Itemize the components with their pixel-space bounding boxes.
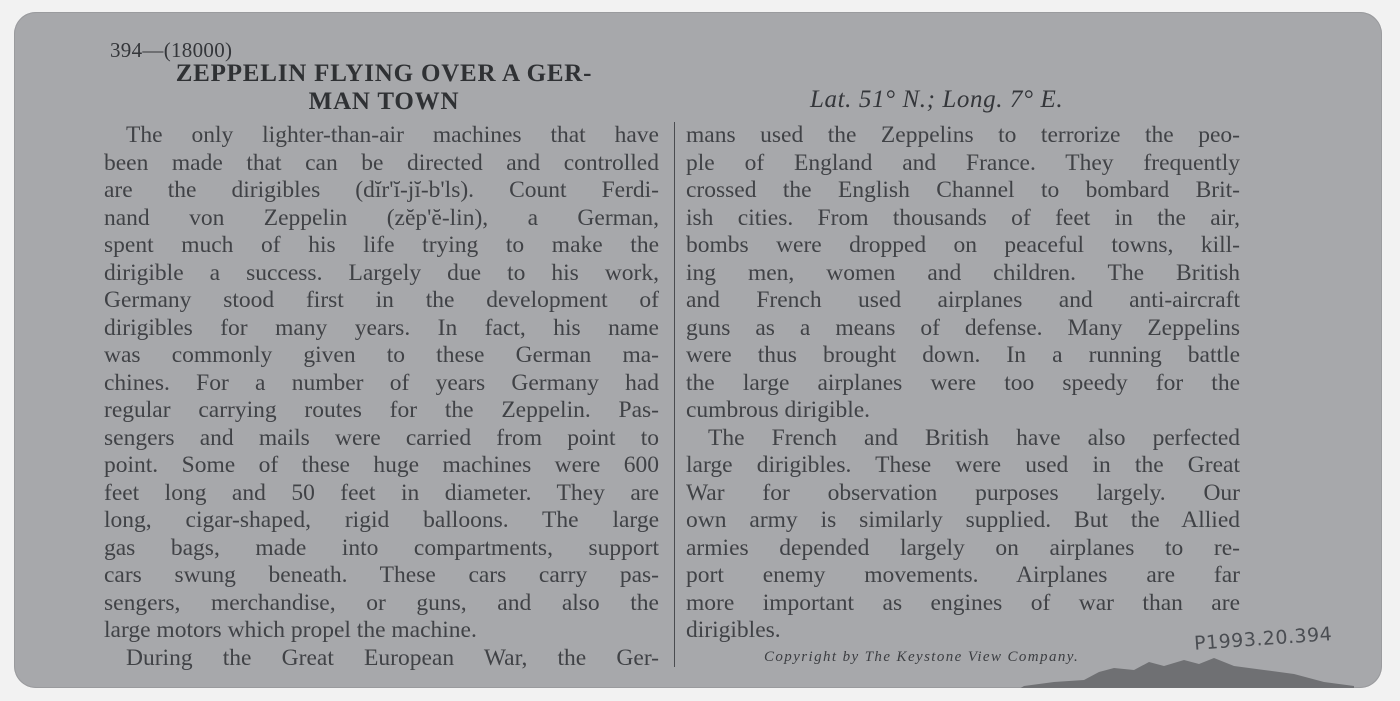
text-line: cumbrous dirigible.	[686, 397, 871, 423]
text-line: were thus brought down. In a running battle	[686, 342, 1240, 368]
right-text-column	[686, 122, 1240, 645]
text-line: gas bags, made into compartments, support	[104, 534, 659, 561]
text-line: The French and British have also perfected	[708, 424, 1240, 451]
text-line: ing men, women and children. The British	[686, 259, 1240, 286]
text-line: spent much of his life trying to make the	[104, 232, 659, 258]
card-title-line-1: ZEPPELIN FLYING OVER A GER-	[175, 60, 593, 87]
text-line: dirigibles for many years. In fact, his name	[104, 314, 659, 341]
stereograph-card-back	[14, 12, 1382, 688]
text-line: bombs were dropped on peaceful towns, kill-	[686, 232, 1240, 258]
text-line: and French used airplanes and anti-aircraft	[686, 287, 1240, 313]
text-line: sengers, merchandise, or guns, and also the	[104, 589, 659, 616]
text-line: War for observation purposes largely. Our	[686, 479, 1240, 506]
text-line: cars swung beneath. These cars carry pas-	[104, 562, 659, 588]
text-line: During the Great European War, the Ger-	[126, 644, 659, 671]
text-line: long, cigar-shaped, rigid balloons. The large	[104, 507, 659, 533]
card-title-line-2: MAN TOWN	[308, 88, 460, 115]
text-line: crossed the English Channel to bombard Brit-	[686, 177, 1240, 203]
left-text-column	[104, 122, 659, 672]
text-line: ish cities. From thousands of feet in the air,	[686, 204, 1240, 231]
text-line: nand von Zeppelin (zĕp'ĕ-lin), a German,	[104, 204, 659, 231]
text-line: dirigible a success. Largely due to his work,	[104, 259, 659, 286]
text-line: are the dirigibles (dĭr'ĭ-jĭ-b'ls). Count Ferdi-	[104, 177, 659, 203]
text-line: mans used the Zeppelins to terrorize the peo-	[686, 122, 1240, 148]
copyright-notice: Copyright by The Keystone View Company.	[764, 649, 1080, 665]
text-line: guns as a means of defense. Many Zeppelins	[686, 314, 1240, 341]
text-line: sengers and mails were carried from point to	[104, 424, 659, 451]
text-line: chines. For a number of years Germany had	[104, 369, 659, 396]
text-line: large dirigibles. These were used in the Great	[686, 452, 1240, 478]
card-title	[114, 60, 654, 116]
text-line: regular carrying routes for the Zeppelin. Pas-	[104, 397, 659, 423]
text-line: ple of England and France. They frequently	[686, 149, 1240, 176]
text-line: port enemy movements. Airplanes are far	[686, 562, 1240, 588]
text-line: was commonly given to these German ma-	[104, 342, 659, 368]
text-line: dirigibles.	[686, 617, 781, 643]
text-line: more important as engines of war than are	[686, 589, 1240, 616]
location-coordinates: Lat. 51° N.; Long. 7° E.	[810, 86, 1064, 113]
catalog-number: P1993.20.394	[1193, 623, 1333, 655]
text-line: armies depended largely on airplanes to re-	[686, 534, 1240, 561]
text-line: The only lighter-than-air machines that have	[126, 122, 659, 148]
column-divider	[674, 122, 675, 667]
text-line: point. Some of these huge machines were 600	[104, 452, 659, 478]
text-line: large motors which propel the machine.	[104, 617, 477, 643]
text-line: been made that can be directed and controlled	[104, 149, 659, 176]
text-line: own army is similarly supplied. But the Allied	[686, 507, 1240, 533]
text-line: feet long and 50 feet in diameter. They are	[104, 479, 659, 506]
text-line: Germany stood first in the development of	[104, 287, 659, 313]
text-line: the large airplanes were too speedy for the	[686, 369, 1240, 396]
card-number: 394—(18000)	[110, 38, 233, 62]
